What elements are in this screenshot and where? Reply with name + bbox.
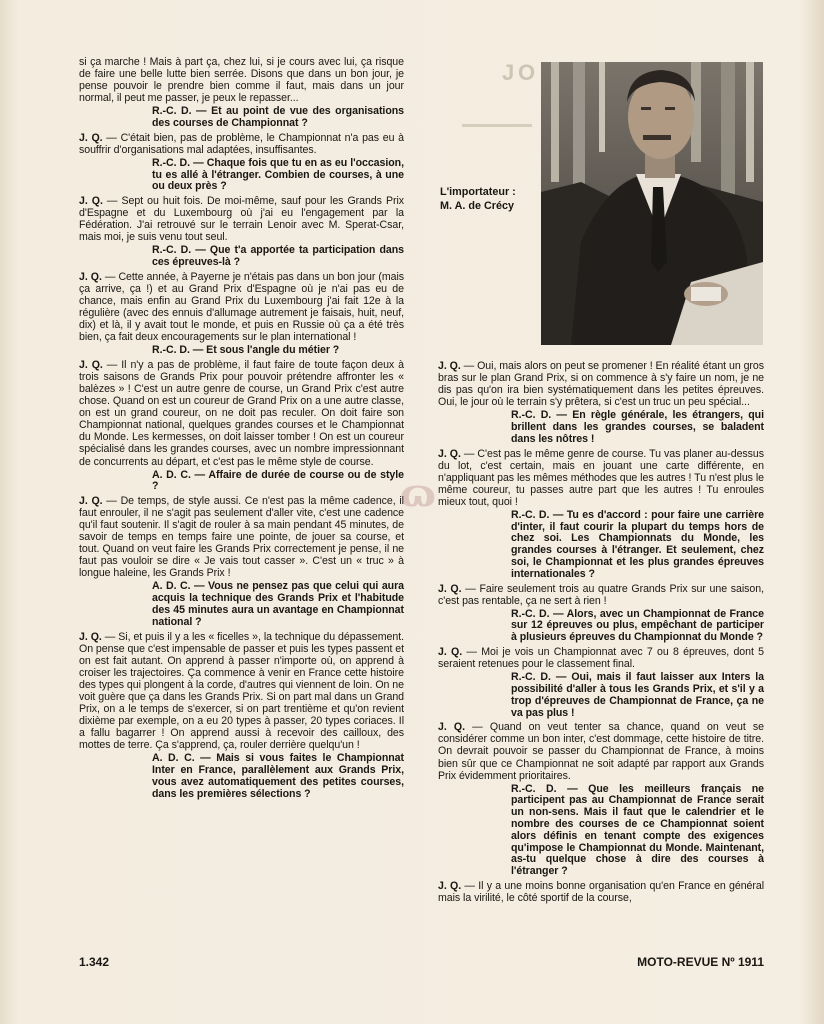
- photo-caption: [440, 185, 516, 213]
- answer-text: — C'était bien, pas de problème, le Championnat n'a pas eu à souffrir d'organisations mal adaptées, insuffisantes.: [79, 131, 404, 156]
- answer-paragraph: [438, 880, 764, 904]
- interviewer-question: R.-C. D. — Oui, mais il faut laisser aux Inters la possibilité d'aller à tous les Grands Prix, et s'il y a trop d'épreuves de Championnat de France, ça ne va pas plus !: [511, 671, 764, 719]
- answer-paragraph: [79, 271, 404, 343]
- speaker-initials: J. Q.: [79, 131, 103, 144]
- speaker-initials: J. Q.: [438, 879, 462, 892]
- answer-paragraph: [438, 646, 764, 670]
- answer-paragraph: [79, 132, 404, 156]
- interviewer-question: R.-C. D. — Que t'a apportée ta participation dans ces épreuves-là ?: [152, 244, 404, 269]
- svg-text:J: J: [502, 60, 515, 85]
- answer-text: — Moi je vois un Championnat avec 7 ou 8 épreuves, dont 5 seraient retenues pour le classement final.: [438, 646, 765, 671]
- speaker-initials: J. Q.: [79, 195, 103, 208]
- answer-paragraph: [79, 631, 404, 751]
- answer-paragraph: [438, 448, 764, 508]
- answer-text: — Faire seulement trois au quatre Grands Prix sur une saison, c'est pas rentable, ça ne sert à rien !: [438, 582, 764, 607]
- speaker-initials: J. Q.: [79, 359, 103, 372]
- answer-text: — Oui, mais alors on peut se promener ! En réalité étant un gros bras sur le plan Grand Prix, si on commence à s'y faire un nom, je ne dis pas qu'on ira bien systématiquement dans les petites épreuves. Oui, le jour où le terrain s'y prêtera, si c'est un truc un peu spécial...: [438, 360, 764, 409]
- answer-text: — De temps, de style aussi. Ce n'est pas la même cadence, il faut enrouler, il ne s'agit pas seulement d'aller vite, c'est une cadence qu'il faut soutenir. Il s'agit de rouler à sa main pendant 45 minutes, de savoir de temps en temps faire une pointe, de jouer sa course, et tout. Quand on veut faire les Grands Prix correctement je pense, il ne faut pas vouloir se dire « Je vais tout casser ». C'est un « truc » à longue haleine, les Grands Prix !: [79, 495, 404, 580]
- answer-paragraph: [79, 359, 404, 467]
- interviewer-question: R.-C. D. — Alors, avec un Championnat de France sur 12 épreuves ou plus, empêchant de participer à plusieurs épreuves du Championnat du Monde ?: [511, 607, 764, 644]
- svg-text:O: O: [518, 60, 536, 85]
- speaker-initials: J. Q.: [438, 447, 461, 460]
- speaker-initials: J. Q.: [438, 721, 465, 734]
- answer-text: — Il y a une moins bonne organisation qu'en France en général mais la virilité, le côté sportif de la course,: [438, 879, 765, 905]
- answer-text: — C'est pas le même genre de course. Tu vas planer au-dessus du lot, c'est certain, mais en jouant une carte différente, en n'appliquant pas les mêmes méthodes que les autres ! Tu n'est plus le même coureur, tu passes autre part que les autres ! Tu enroules mieux tout, quoi !: [438, 447, 764, 508]
- answer-text: — Il n'y a pas de problème, il faut faire de toute façon deux à trois saisons de Grands Prix pour pouvoir prétendre affronter les « balèzes » ! C'est un autre genre de course, un Grand Prix c'est autre chose. Quand on est un coureur de Grand Prix on a une autre classe, on est un grand coureur, on ne doit pas reculer. On doit faire son Championnat national, quelques grandes courses et le Championnat du Monde. Les kermesses, on doit laisser tomber ! On est un coureur spécialisé dans les grandes courses, avec un nombre impressionnant de concurrents au départ, et c'est pas le même style de course.: [79, 359, 404, 468]
- interviewer-question: R.-C. D. — Tu es d'accord : pour faire une carrière d'inter, il faut courir la plupart du temps hors de chez soi. Les Championnats du Monde, les grandes courses à l'étranger. Et seulement, chez soi, le Championnat et les plus grandes épreuves internationales ?: [511, 508, 764, 580]
- interviewer-question: R.-C. D. — Et sous l'angle du métier ?: [152, 344, 340, 357]
- speaker-initials: J. Q.: [438, 360, 461, 372]
- right-text-column: [438, 360, 764, 906]
- answer-paragraph: [79, 495, 404, 579]
- answer-text: — Sept ou huit fois. De moi-même, sauf pour les Grands Prix d'Espagne et du Luxembourg où j'ai eu l'engagement par la Fédération. J'ai retrouvé sur le terrain Lenoir avec M. Sperat-Csar, mais moi, je suis venu tout seul.: [79, 195, 404, 244]
- interviewer-question: A. D. C. — Vous ne pensez pas que celui qui aura acquis la technique des Grands Prix et l'habitude des 45 minutes aura un avantage en Championnat national ?: [152, 580, 404, 628]
- answer-paragraph: [438, 721, 764, 781]
- answer-paragraph: [79, 195, 404, 243]
- left-text-column: [79, 56, 404, 802]
- interviewer-question: R.-C. D. — Que les meilleurs français ne participent pas au Championnat de France serait un non-sens. Mais il faut que le calendrier et le nombre des courses de ce Championnat soient alors définis en tenant compte des exigences qu'impose le Championnat du Monde. Maintenant, as-tu quelque chose à dire des courses à l'étranger ?: [511, 782, 764, 878]
- answer-paragraph: [438, 360, 764, 408]
- interviewer-question: A. D. C. — Mais si vous faites le Championnat Inter en France, parallèlement aux Grands Prix, vous avez automatiquement des petites courses, dans les premières sélections ?: [152, 752, 404, 800]
- interviewer-question: R.-C. D. — Et au point de vue des organisations des courses de Championnat ?: [152, 105, 404, 129]
- interviewer-question: R.-C. D. — En règle générale, les étrangers, qui brillent dans les grandes courses, se baladent dans les nôtres !: [511, 409, 764, 445]
- answer-paragraph: si ça marche ! Mais à part ça, chez lui, si je cours avec lui, ça risque de faire une belle lutte bien serrée. Disons que dans un bon jour, je pense pouvoir le prendre bien comme il faut, mais dans un jour normal, il peut me passer, je peux le repasser...: [79, 56, 404, 105]
- speaker-initials: J. Q.: [438, 646, 463, 659]
- answer-text: — Si, et puis il y a les « ficelles », la technique du dépassement. On pense que c'est impensable de passer et puis les types passent et on est fait autant. On apprend à passer n'importe où, on apprend à croiser les trajectoires. Ça commence à venir en France cette histoire des types qui plongent à la corde, d'autres qui viennent de loin. On ne voit guère que ça dans les Grands Prix. Si on part mal dans un Grand Prix, on a le temps de s'exercer, si on part trentième et qu'on revient dixième par exemple, on a eu 20 types à passer, 20 types coriaces. Il a fallu bagarrer ! On apprend aussi à recevoir des cailloux, des mottes de terre. Ça s'apprend, ça, rouler derrière quelqu'un !: [79, 630, 404, 752]
- answer-text: — Quand on veut tenter sa chance, quand on veut se considérer comme un bon inter, c'est dommage, cette histoire de titre. On devrait pouvoir se passer du Championnat de France, à moins bien sûr que ce Championnat ne soit adapté par rapport aux Grands Prix évidemment prioritaires.: [438, 721, 764, 782]
- interviewer-question: R.-C. D. — Chaque fois que tu en as eu l'occasion, tu es allé à l'étranger. Combien de courses, à une ou deux près ?: [152, 156, 404, 193]
- answer-paragraph: [438, 583, 764, 607]
- interviewer-question: A. D. C. — Affaire de durée de course ou de style ?: [152, 468, 404, 493]
- caption-role: L'importateur :: [440, 186, 516, 198]
- magazine-issue: MOTO-REVUE Nº 1911: [637, 955, 764, 969]
- background-title-fragment: [440, 54, 540, 174]
- speaker-initials: J. Q.: [79, 630, 102, 643]
- photobucket-watermark: ɷ: [400, 470, 436, 515]
- speaker-initials: J. Q.: [79, 271, 102, 284]
- speaker-initials: J. Q.: [438, 582, 462, 595]
- caption-name: M. A. de Crécy: [440, 200, 515, 212]
- page-number: 1.342: [79, 955, 110, 969]
- speaker-initials: J. Q.: [79, 495, 103, 508]
- portrait-photo: [541, 62, 763, 345]
- answer-text: — Cette année, à Payerne je n'étais pas dans un bon jour (mais ça arrive, ça !) et au Grand Prix d'Espagne où je n'ai pas eu de chance, mais enfin au Grand Prix du Luxembourg j'ai fait 12e à la régulière (avec des ennuis d'allumage autrement je faisais, huit, neuf, dix) et là, il y avait tout le monde, et puis en Russie où ça a été très bien, ça fait deux encouragements sur le plan international !: [79, 271, 405, 344]
